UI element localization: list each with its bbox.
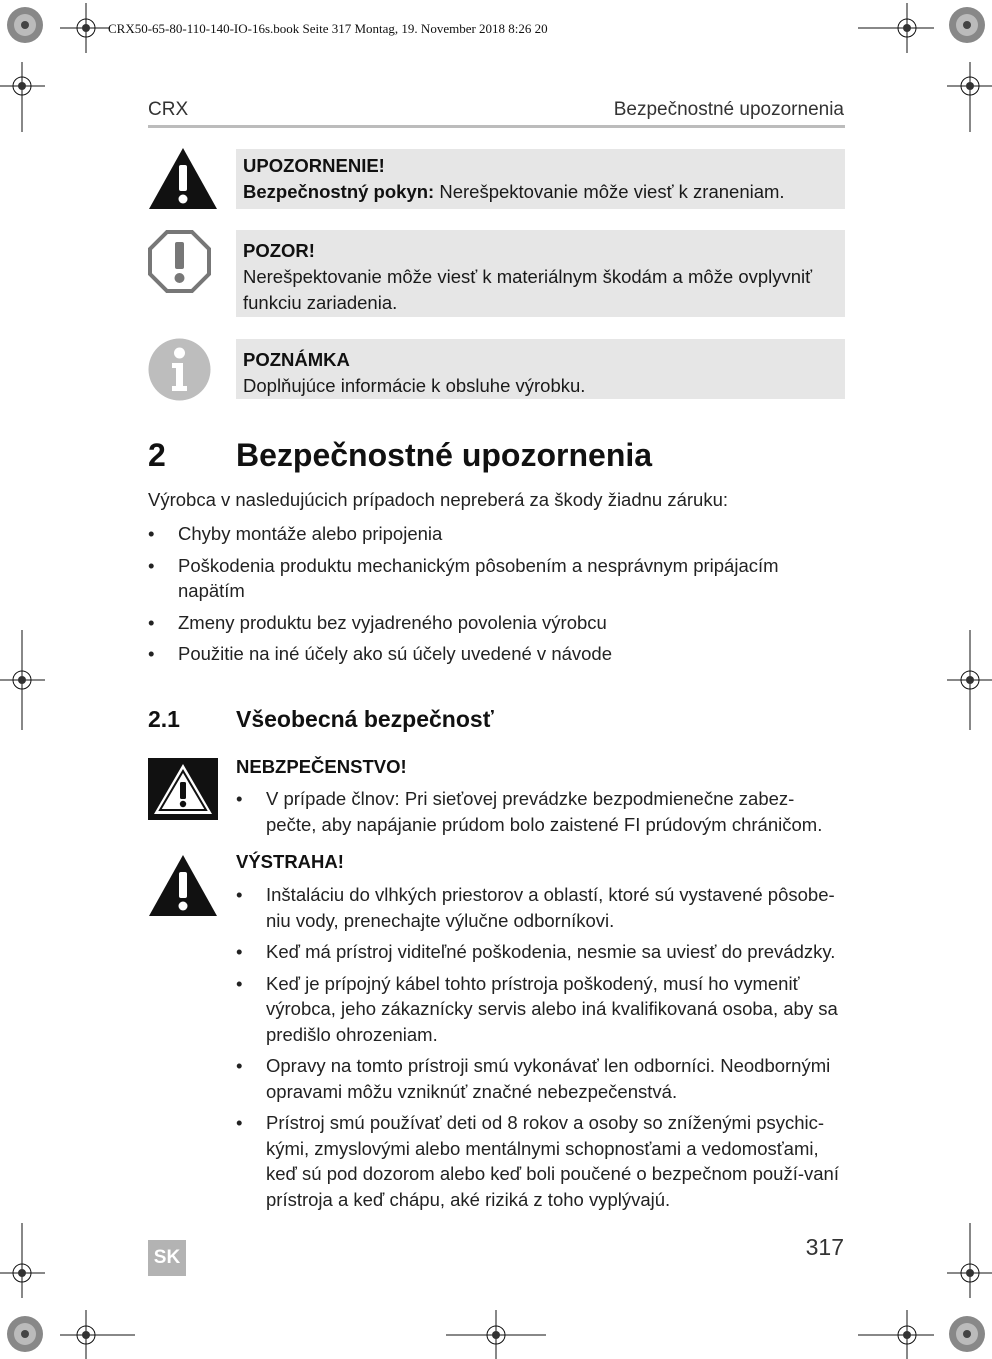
warning-triangle-icon: [148, 147, 218, 210]
subsection-title: Všeobecná bezpečnosť: [236, 706, 494, 732]
bullet: •: [148, 554, 155, 576]
list-item: • Prístroj smú používať deti od 8 rokov a osoby so zníženými psychic-kými, zmyslovými alebo mentálnymi schopnosťami a vedomosťami, keď sú pod dozorom alebo keď boli poučené o bezpečnom použí-vaní prístroja a keď chápu, aké riziká z toho vyplývajú.: [236, 1112, 839, 1210]
section-intro: Výrobca v nasledujúcich prípadoch nepreberá za škody žiadnu záruku:: [148, 489, 729, 510]
bullet: •: [148, 611, 155, 633]
notice-poznamka: [236, 339, 845, 399]
running-header-left: CRX: [148, 99, 189, 120]
language-tab: SK: [148, 1240, 186, 1276]
notice-upozornenie: [236, 149, 845, 209]
list-item: • Opravy na tomto prístroji smú vykonávať len odborníci. Neodbornými opravami môžu vzniknúť značné nebezpečenstvá.: [236, 1055, 831, 1102]
notice-text: Doplňujúce informácie k obsluhe výrobku.: [243, 375, 586, 396]
header-rule: [148, 125, 845, 128]
notice-bold-prefix: Bezpečnostný pokyn:: [243, 181, 435, 202]
warning-triangle-icon: [148, 854, 218, 917]
bullet: •: [236, 941, 243, 962]
warning-heading: VÝSTRAHA!: [236, 851, 344, 872]
list-item: • Inštaláciu do vlhkých priestorov a oblastí, ktoré sú vystavené pôsobe-niu vody, prenechajte výlučne odborníkovi.: [236, 884, 835, 931]
bullet: •: [236, 788, 243, 809]
bullet: •: [236, 884, 243, 905]
bullet: •: [236, 1112, 243, 1133]
list-item: • V prípade člnov: Pri sieťovej prevádzke bezpodmienečne zabez-pečte, aby napájanie prúdom bolo zaistené FI prúdovým chráničom.: [236, 788, 823, 835]
notice-title: POZOR!: [243, 240, 315, 261]
running-header-right: Bezpečnostné upozornenia: [613, 99, 844, 120]
section-title: Bezpečnostné upozornenia: [236, 437, 653, 473]
list-item: • Poškodenia produktu mechanickým pôsobením a nesprávnym pripájacím napätím: [148, 554, 779, 601]
liability-exclusion-list: [148, 521, 838, 673]
list-item: • Použitie na iné účely ako sú účely uvedené v návode: [148, 641, 838, 667]
notice-title: POZNÁMKA: [243, 349, 350, 370]
notice-text: Nerešpektovanie môže viesť k materiálnym škodám a môže ovplyvniť funkciu zariadenia.: [243, 266, 813, 313]
bullet: •: [148, 523, 155, 544]
danger-list: [236, 786, 844, 843]
list-item: • Chyby montáže alebo pripojenia: [148, 521, 838, 547]
page-number: 317: [805, 1234, 844, 1260]
bullet: •: [148, 643, 155, 664]
bullet: •: [236, 1055, 243, 1076]
list-item: • Keď má prístroj viditeľné poškodenia, nesmie sa uviesť do prevádzky.: [236, 939, 844, 965]
list-item: • Keď je prípojný kábel tohto prístroja poškodený, musí ho vymeniť výrobca, jeho zákaznícky servis alebo iná kvalifikovaná osoba, aby sa predišlo ohrozeniam.: [236, 972, 838, 1045]
bullet: •: [236, 972, 243, 994]
print-slug-line: CRX50-65-80-110-140-IO-16s.book Seite 317 Montag, 19. November 2018 8:26 20: [108, 21, 548, 36]
warning-list: [236, 882, 844, 1218]
notice-pozor: [236, 230, 845, 317]
danger-heading: NEBZPEČENSTVO!: [236, 756, 407, 777]
notice-text: Nerešpektovanie môže viesť k zraneniam.: [434, 181, 785, 202]
caution-octagon-icon: [148, 230, 211, 293]
list-item: • Zmeny produktu bez vyjadreného povolenia výrobcu: [148, 610, 838, 636]
subsection-number: 2.1: [148, 706, 180, 732]
danger-sign-icon: [148, 758, 218, 820]
notice-title: UPOZORNENIE!: [243, 155, 385, 176]
section-number: 2: [148, 437, 166, 473]
info-icon: [148, 338, 211, 401]
